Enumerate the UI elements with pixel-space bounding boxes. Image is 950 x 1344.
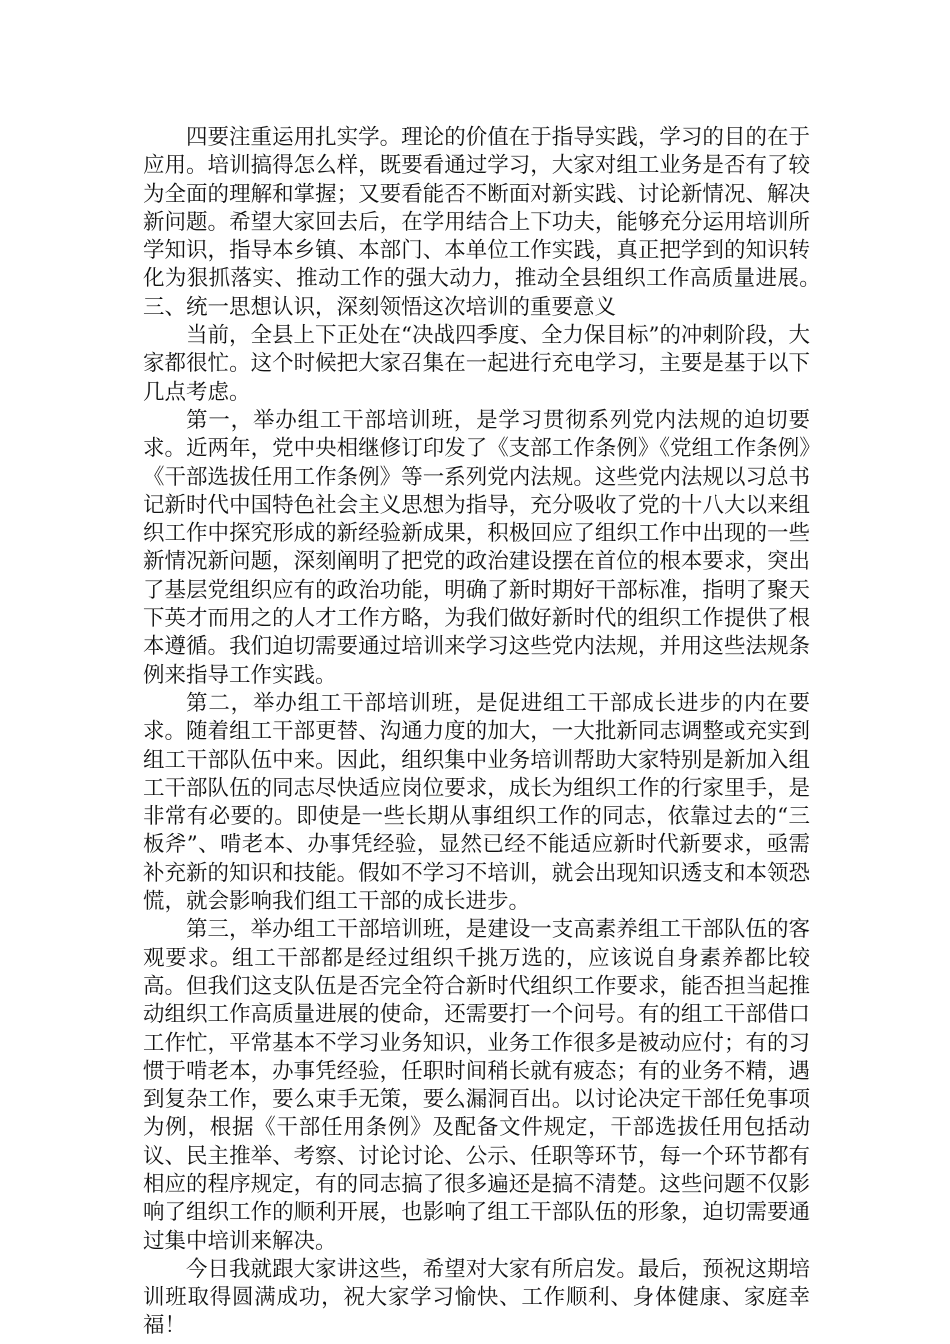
paragraph-third-reason: 第三，举办组工干部培训班，是建设一支高素养组工干部队伍的客观要求。组工干部都是经过组织千挑万选的，应该说自身素养都比较高。但我们这支队伍是否完全符合新时代组织工作要求，能否担当起推动组织工作高质量进展的使命，还需要打一个问号。有的组工干部借口工作忙，平常基本不学习业务知识，业务工作很多是被动应付；有的习惯于啃老本，办事凭经验，任职时间稍长就有疲态；有的业务不精，遇到复杂工作，要么束手无策，要么漏洞百出。以讨论决定干部任免事项为例，根据《干部任用条例》及配备文件规定，干部选拔任用包括动议、民主推举、考察、讨论讨论、公示、任职等环节，每一个环节都有相应的程序规定，有的同志搞了很多遍还是搞不清楚。这些问题不仅影响了组织工作的顺利开展，也影响了组工干部队伍的形象，迫切需要通过集中培训来解决。 xyxy=(143,917,810,1254)
document-body xyxy=(143,124,875,1341)
paragraph-first-reason: 第一，举办组工干部培训班，是学习贯彻系列党内法规的迫切要求。近两年，党中央相继修订印发了《支部工作条例》《党组工作条例》《干部选拔任用工作条例》等一系列党内法规。这些党内法规以习总书记新时代中国特色社会主义思想为指导，充分吸收了党的十八大以来组织工作中探究形成的新经验新成果，积极回应了组织工作中出现的一些新情况新问题，深刻阐明了把党的政治建设摆在首位的根本要求，突出了基层党组织应有的政治功能，明确了新时期好干部标准，指明了聚天下英才而用之的人才工作方略，为我们做好新时代的组织工作提供了根本遵循。我们迫切需要通过培训来学习这些党内法规，并用这些法规条例来指导工作实践。 xyxy=(143,407,810,688)
paragraph-second-reason: 第二，举办组工干部培训班，是促进组工干部成长进步的内在要求。随着组工干部更替、沟通力度的加大，一大批新同志调整或充实到组工干部队伍中来。因此，组织集中业务培训帮助大家特别是新加入组工干部队伍的同志尽快适应岗位要求，成长为组织工作的行家里手，是非常有必要的。即使是一些长期从事组织工作的同志，依靠过去的“三板斧”、啃老本、办事凭经验，显然已经不能适应新时代新要求，亟需补充新的知识和技能。假如不学习不培训，就会出现知识透支和本领恐慌，就会影响我们组工干部的成长进步。 xyxy=(143,690,810,915)
paragraph-current-situation: 当前，全县上下正处在“决战四季度、全力保目标”的冲刺阶段，大家都很忙。这个时候把大家召集在一起进行充电学习，主要是基于以下几点考虑。 xyxy=(143,323,810,405)
paragraph-closing: 今日我就跟大家讲这些，希望对大家有所启发。最后，预祝这期培训班取得圆满成功，祝大家学习愉快、工作顺利、身体健康、家庭幸福！ xyxy=(143,1256,810,1339)
paragraph-practice: 四要注重运用扎实学。理论的价值在于指导实践，学习的目的在于应用。培训搞得怎么样，既要看通过学习，大家对组工业务是否有了较为全面的理解和掌握；又要看能否不断面对新实践、讨论新情况、解决新问题。希望大家回去后，在学用结合上下功夫，能够充分运用培训所学知识，指导本乡镇、本部门、本单位工作实践，真正把学到的知识转化为狠抓落实、推动工作的强大动力，推动全县组织工作高质量进展。 三、统一思想认识，深刻领悟这次培训的重要意义 xyxy=(143,125,875,320)
